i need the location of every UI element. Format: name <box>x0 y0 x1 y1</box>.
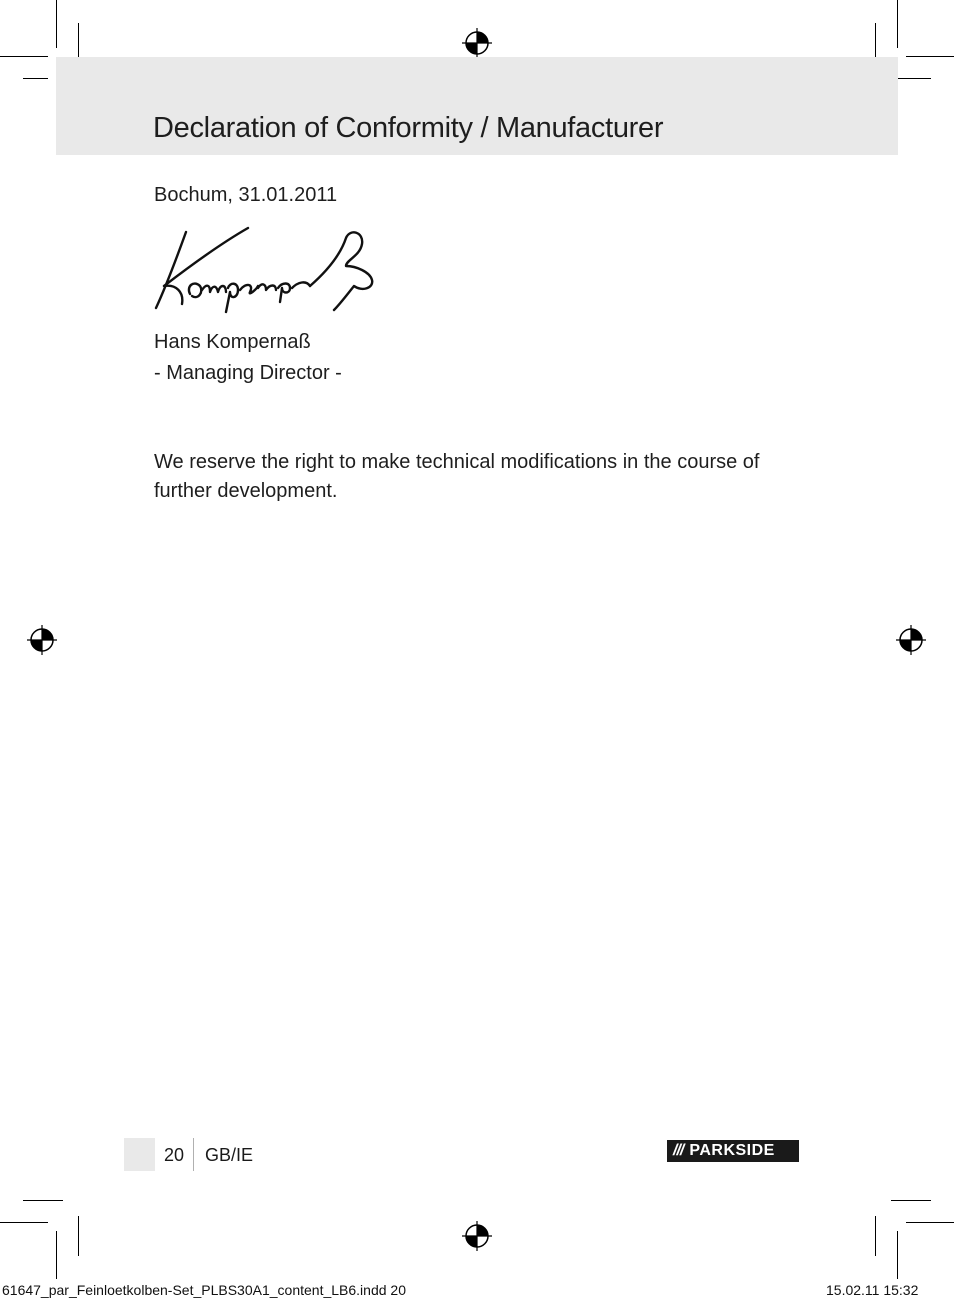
crop-mark <box>875 1216 876 1256</box>
crop-mark <box>23 78 48 79</box>
crop-mark <box>78 1216 79 1256</box>
footer-marker <box>124 1138 155 1171</box>
slug-filename: 61647_par_Feinloetkolben-Set_PLBS30A1_content_LB6.indd 20 <box>2 1282 406 1298</box>
footer-divider <box>193 1138 194 1171</box>
logo-slashes: /// <box>673 1142 684 1159</box>
logo-text: PARKSIDE <box>689 1142 775 1159</box>
page-title: Declaration of Conformity / Manufacturer <box>153 112 664 144</box>
crop-mark <box>56 1231 57 1279</box>
registration-mark-icon <box>26 624 58 656</box>
crop-mark <box>0 1222 48 1223</box>
crop-mark <box>0 56 48 57</box>
notice-line: We reserve the right to make technical modifications in the course of <box>154 451 760 473</box>
slug-datetime: 15.02.11 15:32 <box>826 1282 919 1298</box>
crop-mark <box>897 1231 898 1279</box>
registration-mark-icon <box>461 27 493 59</box>
notice-paragraph <box>154 448 814 506</box>
crop-mark <box>906 1222 954 1223</box>
notice-line: further development. <box>154 480 338 502</box>
place-date: Bochum, 31.01.2011 <box>154 184 338 206</box>
language-code: GB/IE <box>205 1145 254 1165</box>
parkside-logo <box>667 1140 799 1162</box>
signatory-name: Hans Kompernaß <box>154 331 311 353</box>
crop-mark <box>56 0 57 48</box>
registration-mark-icon <box>461 1220 493 1252</box>
crop-mark <box>897 0 898 48</box>
signatory-role: - Managing Director - <box>154 362 342 384</box>
page-number: 20 <box>164 1145 185 1165</box>
crop-mark <box>891 1200 931 1201</box>
crop-mark <box>23 1200 63 1201</box>
signature <box>150 226 385 314</box>
crop-mark <box>906 56 954 57</box>
registration-mark-icon <box>895 624 927 656</box>
